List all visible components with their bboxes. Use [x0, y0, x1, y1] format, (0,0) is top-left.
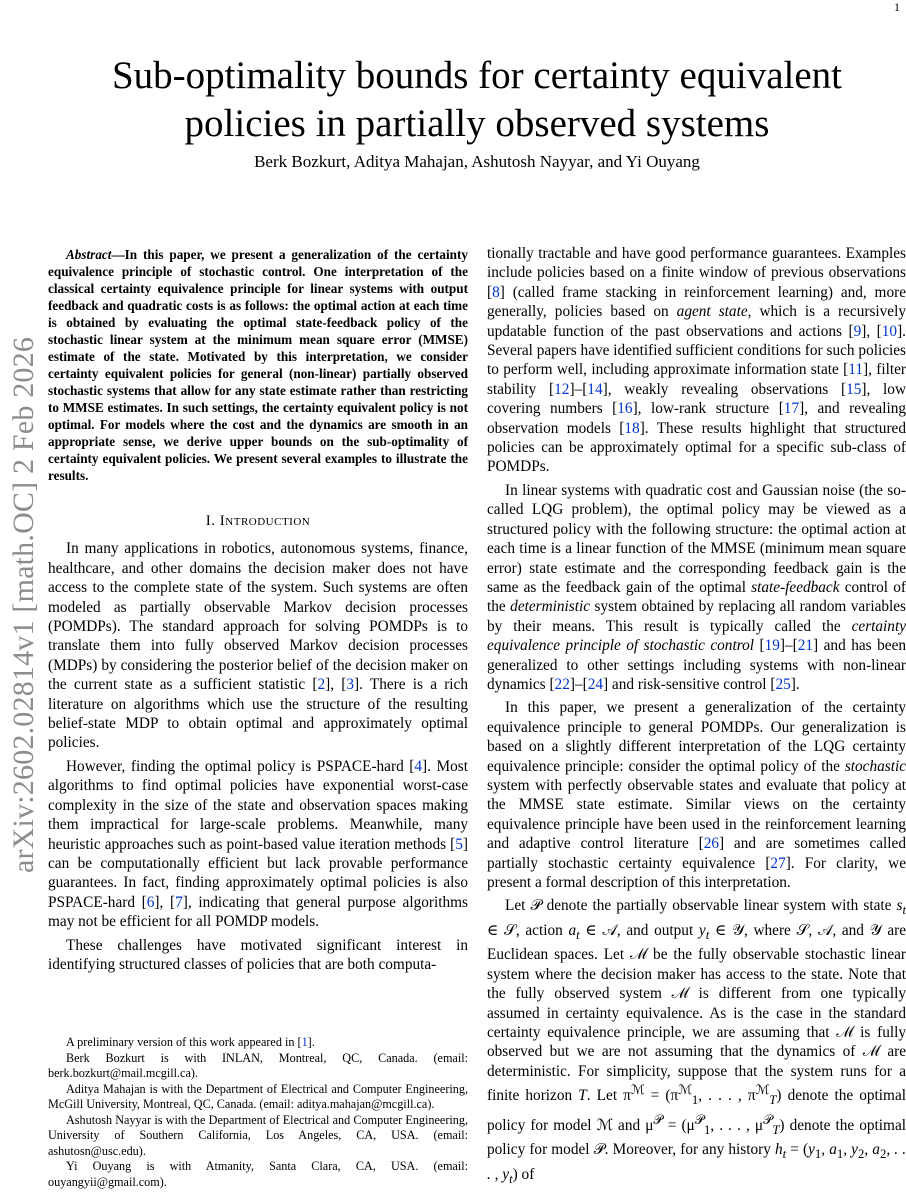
citation-link[interactable]: 25 [775, 675, 791, 693]
math: a [568, 921, 577, 939]
citation-link[interactable]: 9 [853, 322, 862, 340]
math-sub: t [782, 1147, 787, 1162]
footnote-4: Ashutosh Nayyar is with the Department of Electrical and Computer Engineering, University of Southern California, Los Angeles, CA, USA. (email: ashutosn@usc.edu). [48, 1112, 468, 1158]
math-sub: T [772, 1122, 780, 1137]
math-sub: 1 [836, 1147, 844, 1162]
abstract-label: Abstract [66, 247, 112, 262]
text-span: , . . . , μ [710, 1116, 764, 1134]
text-span: ] and risk-sensitive control [ [602, 675, 776, 693]
math: T [578, 1087, 587, 1105]
text-span: ]. [307, 1035, 315, 1049]
text-span: , which is a recursively updatable function of the past observations and actions [ [487, 303, 906, 340]
citation-link[interactable]: 27 [770, 854, 786, 872]
citation-link[interactable]: 4 [414, 757, 423, 775]
math-sub: T [769, 1093, 777, 1108]
emphasis: deterministic [510, 598, 591, 616]
emphasis: agent state [676, 303, 748, 321]
text-span: tionally tractable and have good performance guarantees. Examples include policies based on a finite window of previous observations [ [487, 245, 906, 301]
text-span: control of the [487, 578, 906, 616]
text-span: ]–[ [569, 380, 588, 398]
math-sub: t [902, 903, 906, 918]
text-span: ], [ [861, 322, 882, 340]
emphasis: state-feedback [751, 578, 840, 596]
text-span: ]. [790, 675, 800, 693]
text-span: ], low-rank structure [ [632, 400, 784, 418]
footnote-1 [48, 1035, 468, 1051]
citation-link[interactable]: 6 [146, 893, 155, 911]
math-sup: 𝒫 [653, 1112, 663, 1127]
footnote-3: Aditya Mahajan is with the Department of Electrical and Computer Engineering, McGill University, Montreal, QC, Canada. (email: aditya.mahajan@mcgill.ca). [48, 1081, 468, 1111]
section-number: I. [205, 513, 216, 529]
text-span: A preliminary version of this work appeared in [ [66, 1035, 302, 1049]
text-span: ]. These results highlight that structured policies can be approximately optimal for a specific sub-class of POMDPs. [487, 419, 906, 476]
intro-paragraph-1 [48, 539, 468, 752]
paper-title: Sub-optimality bounds for certainty equivalent policies in partially observed systems [111, 54, 842, 145]
text-span: ∈ 𝒮, action [487, 921, 569, 939]
text-span: In this paper, we present a generalization of the certainty equivalence principle to general POMDPs. Our generalization is based on a slightly different interpretation of the LQG certainty equivalence principle: consider the optimal policy of the [487, 699, 906, 775]
math-sup: ℳ [755, 1083, 770, 1098]
text-span: ]. There is a rich literature on algorithms which use the structure of the resulting belief-state MDP to obtain optimal and approximately optimal policies. [48, 676, 468, 752]
citation-link[interactable]: 8 [492, 283, 500, 301]
citation-link[interactable]: 16 [617, 400, 633, 418]
text-span: ] and are sometimes called partially stochastic certainty equivalence [ [487, 835, 906, 872]
math: y [698, 921, 706, 939]
text-span: = (π [644, 1087, 679, 1105]
citation-link[interactable]: 22 [554, 675, 570, 693]
right-paragraph-4 [487, 896, 906, 1189]
math-sub: t [576, 927, 580, 942]
emphasis: certainty equivalence principle of stochastic control [487, 617, 906, 655]
right-column [487, 244, 906, 1189]
math: , a [821, 1141, 837, 1159]
citation-link[interactable]: 15 [846, 380, 862, 398]
citation-link[interactable]: 11 [848, 361, 863, 379]
math-sub: t [509, 1171, 513, 1186]
math-sub: 2 [879, 1147, 887, 1162]
math: y [808, 1141, 815, 1159]
text-span: In many applications in robotics, autonomous systems, finance, healthcare, and other domains the decision maker does not have access to the complete state of the system. Such systems are often modeled as partially observable Markov decision processes (POMDPs). The standard approach for solving POMDPs is to translate them into fully observed Markov decision processes (MDPs) by considering the posterior belief of the decision maker on the current state as a sufficient statistic [ [48, 540, 468, 694]
citation-link[interactable]: 14 [587, 380, 603, 398]
arxiv-identifier: arXiv:2602.02814v1 [math.OC] 2 Feb 2026 [7, 336, 40, 874]
text-span: ] and has been generalized to other settings including systems with non-linear dynamics [ [487, 637, 906, 693]
abstract [48, 246, 468, 484]
text-span: ], indicating that general purpose algorithms may not be efficient for all POMDP models. [48, 893, 468, 931]
math-sub: 1 [703, 1122, 711, 1137]
text-span: . Let π [586, 1087, 631, 1105]
math-sub: 2 [857, 1147, 865, 1162]
citation-link[interactable]: 2 [317, 676, 326, 694]
text-span: ]. For clarity, we present a formal description of this interpretation. [487, 854, 906, 891]
intro-paragraph-2 [48, 757, 468, 932]
text-span: ], and revealing observation models [ [487, 400, 906, 437]
text-span: ∈ 𝒴, where 𝒮, 𝒜, and 𝒴 are Euclidean spaces. Let ℳ be the fully observable stochastic linear system where the decision maker has access to the state. Note that the fully observed system ℳ is different from one typically assumed in certainty equivalence. As is the case in the standard certainty equivalence principle, we are assuming that ℳ is fully observed but we are not assuming that the dynamics of ℳ are deterministic. For simplicity, suppose that the system runs for a finite horizon [487, 921, 906, 1105]
text-span: However, finding the optimal policy is PSPACE-hard [ [66, 757, 415, 775]
page-number: 1 [894, 0, 900, 14]
text-span: Let 𝒫 denote the partially observable linear system with state [505, 897, 897, 915]
math: , . . . , y [487, 1141, 906, 1183]
math-sup: ℳ [630, 1083, 645, 1098]
math: , y [843, 1141, 858, 1159]
citation-link[interactable]: 5 [455, 835, 463, 853]
left-column [48, 246, 468, 974]
math: h [774, 1141, 783, 1159]
citation-link[interactable]: 17 [783, 400, 800, 418]
citation-link[interactable]: 7 [175, 893, 183, 911]
text-span: ) of [512, 1165, 535, 1183]
footnotes [48, 1035, 468, 1190]
footnote-5: Yi Ouyang is with Atmanity, Santa Clara, CA, USA. (email: ouyangyii@gmail.com). [48, 1159, 468, 1189]
right-paragraph-1 [487, 244, 906, 477]
section-heading [48, 512, 468, 531]
text-span: ]. Several papers have identified sufficient conditions for such policies to perform well, including approximate information state [ [487, 322, 906, 379]
text-span: In linear systems with quadratic cost and Gaussian noise (the so-called LQG problem), the optimal policy may be viewed as a structured policy with the following structure: the optimal action at each time is a linear function of the MMSE (minimum mean square error) state estimate and the corresponding feedback gain is the same as the feedback gain of the optimal [487, 481, 906, 596]
section-title: Introduction [219, 513, 311, 529]
text-span: ]–[ [779, 637, 798, 655]
text-span: ] (called frame stacking in reinforcement learning) and, more generally, policies based on [487, 283, 906, 321]
footnote-2: Berk Bozkurt is with INLAN, Montreal, QC, Canada. (email: berk.bozkurt@mail.mcgill.ca). [48, 1050, 468, 1080]
text-span: ] can be computationally efficient but lack provable performance guarantees. In fact, finding approximately optimal policies is also PSPACE-hard [ [48, 835, 468, 911]
text-span: ], weakly revealing observations [ [602, 380, 847, 398]
text-span: ], low covering numbers [ [487, 380, 906, 418]
math: s [896, 897, 903, 915]
text-span: ], [ [325, 676, 347, 694]
text-span: system with perfectly observable states and evaluate that policy at the MMSE state estimate. Similar views on the certainty equivalence principle have been used in the reinforcement learning and adaptive control literature [ [487, 776, 906, 853]
text-span: = (μ [662, 1116, 695, 1134]
abstract-text: —In this paper, we present a generalization of the certainty equivalence principle of stochastic control. One interpretation of the classical certainty equivalence principle for linear systems with output feedback and quadratic costs is as follows: the optimal action at each time is obtained by evaluating the optimal state-feedback policy of the stochastic linear system at the minimum mean square error (MMSE) estimate of the state. Motivated by this interpretation, we consider certainty equivalent policies for general (non-linear) partially observed stochastic systems that allow for any state estimate rather than restricting to MMSE estimates. In such settings, the certainty equivalent policy is not optimal. For models where the cost and the dynamics are smooth in an appropriate sense, we derive upper bounds on the sub-optimality of certainty equivalent policies. We present several examples to illustrate the results. [48, 247, 468, 483]
math-sub: 1 [814, 1147, 822, 1162]
citation-link[interactable]: 26 [703, 835, 720, 853]
math: , a [864, 1141, 880, 1159]
citation-link[interactable]: 18 [624, 419, 640, 437]
citation-link[interactable]: 3 [346, 676, 355, 694]
right-paragraph-3 [487, 698, 906, 892]
text-span: , . . . , π [698, 1087, 756, 1105]
math-sup: ℳ [678, 1083, 692, 1098]
math-sub: t [705, 927, 710, 942]
right-paragraph-2 [487, 481, 906, 694]
text-span: ]. Most algorithms to find optimal policies have exponential worst-case complexity in the size of the state and observation spaces making them impractical for large-scale problems. Meanwhile, many heuristic approaches such as point-based value iteration methods [ [48, 757, 468, 853]
text-span: ]–[ [569, 675, 588, 693]
emphasis: stochastic [844, 757, 906, 775]
author-list: Berk Bozkurt, Aditya Mahajan, Ashutosh Nayyar, and Yi Ouyang [254, 152, 700, 171]
text-span: system obtained by replacing all random variables by their means. This result is typically called the [487, 598, 906, 635]
citation-link[interactable]: 21 [797, 637, 814, 655]
text-span: [ [754, 637, 765, 655]
intro-paragraph-3: These challenges have motivated significant interest in identifying structured classes of policies that are both computa- [48, 936, 468, 973]
text-span: = ( [786, 1141, 809, 1159]
text-span: ) denote the optimal policy for model 𝒫. Moreover, for any history [487, 1116, 906, 1159]
citation-link[interactable]: 12 [554, 380, 570, 398]
citation-link[interactable]: 19 [764, 637, 780, 655]
citation-link[interactable]: 1 [301, 1035, 308, 1049]
math-sub: 1 [691, 1093, 699, 1108]
text-span: ) denote the optimal policy for model ℳ and μ [487, 1087, 906, 1134]
math-sup: 𝒫 [763, 1112, 773, 1127]
text-span: ], filter stability [ [487, 361, 906, 398]
citation-link[interactable]: 24 [587, 675, 603, 693]
citation-link[interactable]: 10 [881, 322, 898, 340]
text-span: ∈ 𝒜, and output [579, 921, 699, 939]
math-sup: 𝒫 [694, 1112, 704, 1127]
text-span: ], [ [154, 893, 176, 911]
